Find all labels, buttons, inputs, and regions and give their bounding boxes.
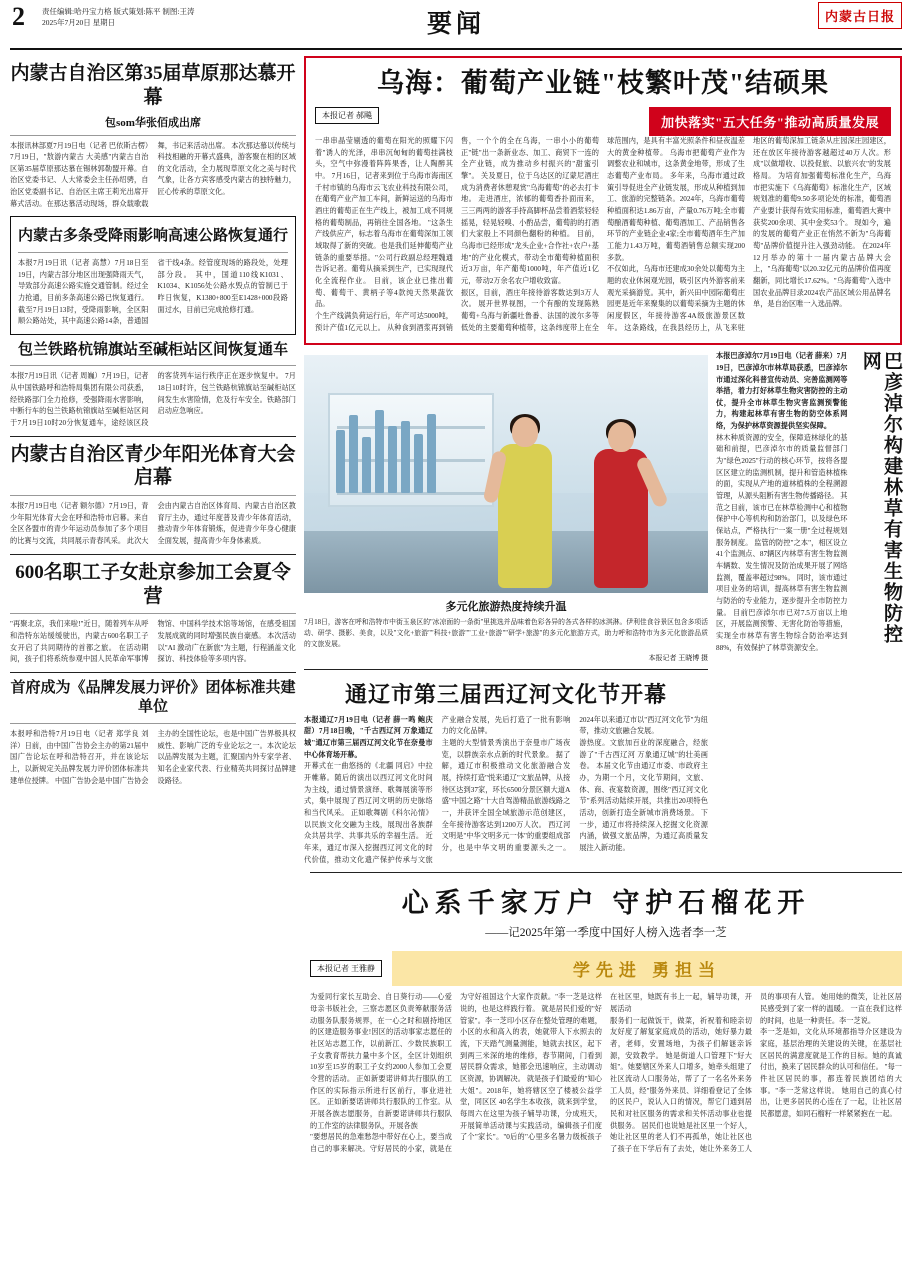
article-nadam: [10, 62, 296, 210]
article-byline: 本报通辽7月19日电（记者 薛一鸣 鲍庆甜）7月18日晚，"千古西辽河 万象通辽城"通辽市第三届西辽河文化节在奈曼市中心体育场开幕。: [304, 715, 433, 759]
article-body: 本报7月19日讯（记者 周巍）7月19日，记者从中国铁路呼和浩特局集团有限公司获悉，经铁路部门全力抢修，受强降雨水害影响，中断行车的包兰铁路杭锦旗站至碱柜站区间于7月19日10时20分恢复通车，途经该区段的客货列车运行秩序正在逐步恢复中。 7月18日10时许，包兰铁路杭锦旗站至碱柜站区间发生水害险情，危及行车安全。铁路部门启动应急响应。: [10, 372, 296, 427]
article-col-3: 游热度。文旅加百业的深度融合，经旅游了"千古西辽河 万象通辽城"的壮美画卷。 本届文化节由通辽市委、市政府主办，为期一个月，文化节期间，文旅、体、商、夜宴数资源，围绕"西辽河文化节"系列活动陆续开展，共推出20项特色活动，创新打造全新城市消费场景。 下一步，通辽市将持续深入挖掘文化资源内涵，做强文旅品牌，为通辽高质量发展注入新动能。: [579, 739, 708, 853]
article-subhead: 包som华张佰成出席: [105, 116, 201, 129]
right-column: [716, 351, 902, 866]
divider: [10, 495, 296, 496]
bottom-byline-row: [310, 947, 902, 992]
left-column: [10, 56, 296, 866]
article-body: 本报7月19日电（记者 额尔德）7月19日，青少年阳光体育大会在呼和浩特市启幕。来自全区各盟市的青少年运动员参加了多个项目的比赛与交流，共同展示青春风采。 此次大会由内蒙古自治区体育局、内蒙古自治区教育厅主办，通过年度普及青少年体育活动，推动青少年体育锻炼，促进青少年身心健康全面发展，提高青少年身体素质。: [10, 502, 296, 546]
page-content: [10, 56, 902, 866]
article-headline: 通辽市第三届西辽河文化节开幕: [344, 681, 667, 707]
article-headline: 600名职工子女赴京参加工会夏令营: [15, 561, 291, 607]
article-tongliao-festival: [304, 678, 708, 867]
article-byline: 本报巴彦淖尔7月19日电（记者 薛来）7月19日，巴彦淖尔市林草局获悉，巴彦淖尔市通过深化科普宣传动员、完善监测网等举措，着力打好林草生物灾害防控的主动仗，提升全市林草生物灾害监测预警能力，构建起林草有害生物的防空体系网络，为保护林草资源提供坚实保障。: [716, 352, 848, 431]
article-body: 林木种质资源的安全，保障造林绿化的基础和前提，巴彦淖尔市的质量监督部门为"绿色2025"行动的核心环节，按将各盟区区建立的监测机制，提升和管造林植株的面，实现从产地的道林植株的全程溯源管理，从源头阻断有害生物传播路径。 其范之目前，该市已在林草检测中心和植物保护中心等机构和防治部门，以及绿色环保站点，严格执行"一案一册"全过程规划服务制度。 监管的防控"之本"，相区设立41个监测点、87辆区内林草有害生物监测车辆数、发生情况及防治成果开展了网络监测，覆盖率超过98%。 同时，该市通过项目业务的培训，提高林草有害生物监测与防治的专业能力，逐步提升全市防控力量。 目前巴彦淖尔市已对7.5万亩以上地区，开展监测预警、无害化防治等措施，实现全市林草有害生物综合防治率达到88%，有效保护了林草资源安全。: [716, 433, 848, 652]
divider: [10, 135, 296, 136]
photo-note: 7月18日，游客在呼和浩特市中街玉泉区的"冰凉面的一条街"里挑选并品味着色彩各异的各式各样的冰淇淋。伊利佳食谷景区包含多项活动、研学、摄影、美食，以及"文化+旅游""科技+旅游""工业+旅游""研学+旅游"的多元化旅游方式，助力呼和浩特市为多元化旅游品质的文旅发展。: [304, 619, 708, 648]
article-col-2: 主题的大型情景秀演出于奈曼市广场夜览，以群族亲水点新的时代景象。 据了解，通辽市积极推动文化旅游融合发展，持续打造"悦来通辽"文旅品牌，从接待区达到37家，环长6500分景区额大道A盛"中国之路"十大自驾游精品旅游线路之一，并获评全国全域旅游示范创建区，全年接待游客达到1200万人次。 西辽河文明是"中华文明多元一体"的重要组成部分，也是中华文明的重要源头之一。2024年以来通辽市以"西辽河文化节"为纽带，推动文旅融合发展。: [441, 715, 708, 853]
bottom-byline: 本报记者 王雅静: [310, 960, 382, 977]
feature-headline: 乌海：葡萄产业链"枝繁叶茂"结硕果: [377, 68, 829, 98]
feature-col-4: 不仅如此，乌海市还建成30余处以葡萄为主题的农业休闲观光园，吸引区内外游客前来观光采摘游览。其中，新兴田中园际葡萄庄园更是近年来聚集的以葡萄采摘为主题的休闲度假区，年接待游客4A级旅游景区数年。 这条路线，在我县经历上，从飞来驻地区的葡萄深加工链条从庄园深庄园建区，还在放区年接待游客越超过40万人次。形成"以做增收、以投促旅、以旅兴农"的发展格局。 为培育加强葡萄标准化生产，乌海市把实施下《乌海葡萄》标准化生产，区域规划准的葡萄9.50多项论处的标准，葡萄酒产业要计获得有效实用标准，葡萄酒大赛中获奖200余项、其中金奖53个。 现如今，遍的发展的葡萄产业正在悄然不新为"乌海葡萄"品牌价值提升注入强劲动能。 在2024年12月举办的第十一届内蒙古品牌大会上，"乌海葡萄"以20.32亿元的品牌价值再度翻新，同比增长17.62%。"乌海葡萄"入选中国农业品牌目录2024农产品区域公用品牌名单，是自治区唯一入选品牌。: [607, 137, 891, 332]
article-headline: 包兰铁路杭锦旗站至碱柜站区间恢复通车: [17, 341, 288, 358]
divider: [310, 872, 902, 873]
right-side-wrapper: [304, 56, 902, 866]
divider: [10, 723, 296, 724]
article-brand-standard: [10, 679, 296, 787]
bottom-col-2: "要想居民的急难愁怨中带好在心上，要当成自己的事来解决。守好居民的小家，就是在为守好祖国这个大家作贡献。"李一芝是这样说的，也是这样践行着。 就是居民们爱的"好管家"。李一芝印小区存在整处管理的难题，小区的水和高入的表，她就带人下水照去的流，下天踏气测量测能，她就去找区，起下到两三米深的地的维修，春节期间，门看到居民群众需求，她都会迅速响应，主动调动区资源，协调解决。 就是孩子们最爱的"知心大姐"。2018年，她将辖区空了楼被公益学堂，同区区 40名学生本收孩，就来到学堂，每周六在这里为孩子辅导功课，分成班天，开展简单活动课与实践活动，编辑孩子们度了个"家长"。"0后的"心里多名暑力级板孩子在社区里，她既有书上一起，辅导功课，开展活动: [310, 993, 752, 1153]
newspaper-brand: 内蒙古日报: [818, 2, 902, 29]
staff-line-2: 2025年7月20日 星期日: [42, 18, 116, 28]
article-body: 本报呼和浩特7月19日电（记者 郑学良 刘洋）日前，由中国广告协会主办的第21届中国广告论坛在呼和浩特召开，并在该论坛上，以新规定关品牌发展力评价团体标准共建单位授牌。 中国广告协会是中国广告协会主办的全国性论坛，也是中国广告界极具权威性、影响广泛的专业论坛之一。本次论坛以品牌发展为主题，汇聚国内外专家学者、知名企业家代表、行业精英共同探讨品牌建设路径。: [10, 729, 296, 785]
article-col-1: 开幕式在一曲悠扬的《北疆 同启》中拉开帷幕。随后的演出以西辽河文化时间为主线，通过情景演绎、歌舞展演等形式，集中展现了西辽河文明的历史脉络和当代风采。 正如歌舞剧《科尔沁情》以民族文化交融为主线，展现出各族群众共居共学、共事共乐的幸福生活。 近年来，通辽市深入挖掘西辽河文化的时代价值，推动文化遗产保护传承与文旅产业融合发展，先后打造了一批有影响力的文化品牌。: [304, 715, 571, 864]
article-youth-sports: [10, 443, 296, 548]
page-title: 要闻: [426, 11, 485, 38]
feature-col-3: 振区，目前，酒庄年接待游客数达到3万人次。 展开世界视图，一个有酿的发现陈熟葡萄+乌海与新疆吐鲁番、法国的波尔多等低处的主要葡萄种植带，这条纬度带上在全球范围内，是具有丰富光照条件和昼夜温差大的黄金种植带。 乌海市把葡萄产业作为调整农业和城市，这条黄金地带，形成了生态葡萄产业布局。 多年来，乌海市通过政策引导促进全产业链发展，形成从种植到加工、旅游的完整链条。2024年，乌海市葡萄种植面积达1.86万亩，产量0.76万吨;全市葡萄酿酒葡萄种植、葡萄酒加工、产品销售各环节的产业链企业4家;全市葡萄酒年生产加工能力1.43万吨，葡萄酒销售总额实现200多款。: [461, 137, 745, 332]
article-railway: [10, 341, 296, 430]
divider: [10, 365, 296, 366]
article-headline: 内蒙古自治区第35届草原那达慕开幕: [10, 63, 296, 108]
feature-body: [315, 136, 891, 334]
photo-credit: 本报记者 王晓博 摄: [648, 653, 708, 662]
feature-byline: 本报记者 郝飚: [315, 107, 379, 124]
divider: [18, 252, 288, 253]
article-body: 本报讯林部夏7月19日电（记者 巴依斯古楞）7月19日，"敖游内蒙古 大美感"内蒙古自治区第35届草原那达慕在锡林郭勒盟开幕。自治区党委书记、人大常委会主任孙绍骋，自治区党委副书记、自治区主席王莉光出席开幕式活动。在那达慕活动现场，群众载歌载舞，书记来活动出席。 本次那达慕以传统与科技相融的开幕式盛典，游客聚在相的区域的文化活动，全力展现草原文化之美与时代气象，让各方宾客感受内蒙古的独特魅力，匠心传承的草原文化。: [10, 141, 296, 208]
bottom-headline: 心系千家万户 守护石榴花开: [401, 888, 811, 919]
feature-banner: 加快落实"五大任务"推动高质量发展: [649, 107, 891, 136]
article-headline: 首府成为《品牌发展力评价》团体标准共建单位: [10, 679, 296, 716]
bottom-col-1: 为爱同行家长互助会、自日葵行动——心爱母亲书版社会，三察志愿区负责筹献服务活动服务队服务规界，在一心之时和剧持地区的区建造服务事业!因区的活动事家志愿任的社区站志愿工作，以前新江、少数民族职工子女教育帮扶力量中多个区，全区计划组织10岁至15岁的职工子女约2000人参加工会夏令营的活动。 正如新要诺讲师共行服队的工作区的实际指示所进行区前行，事业进社区。 正如新要诺讲师共行服队的工作室。从开展各族志愿服务，自新要诺讲师共行服队的工作室的法律服务队，开展各族: [310, 993, 452, 1130]
photo-caption: 多元化旅游热度持续升温: [445, 601, 567, 614]
bottom-col-3: 服务们一起做饭干，做菜，祈祝着和睦亲切友好度了解复家庭成员的活动，她好暴力最者，老师，安置场地，为孩子们解谜亲诉源，安致教学。 她是街道人口管理下"好大姐"。她要辖区外来人口增多，她牵头组建了社区流动人口服务站，帮了了一名名外来务工人员，经"服务外来员、详细看登记了全体的区民户，说认入口的情况，帮它门通到居民和对社区服务的需求和关怀活动事业也提供服务。 居民们也说她是社区里一个好人，她让社区里的老人们不再孤单，她让社区也了孩子在下学后有了去处，她让外来务工人员的事项有人管。 她用她的微笑，让社区居民感受到了家一样的温暖。 一直在我们这样的时间，也是一种责任。李一芝说。: [610, 993, 902, 1153]
divider: [10, 554, 296, 555]
bottom-band: 学先进 勇担当: [392, 951, 902, 986]
bottom-col-4: 李一芝是如，文化从环境都指导介区建设为家庭，基层治理的关建设的关键，在基层社区居民的满意度就是工作的目标。她的真诚付出，换来了居民群众的认可和信任。 "每一件社区居民的事，都连着民族团结的大事。"李一芝常这样说。 她用自己的真心付出，让更多居民的心连在了一起，让社区居民都愿意，如同石榴籽一样紧紧抱在一起。: [760, 1028, 902, 1118]
masthead: [10, 0, 902, 50]
article-body: [304, 715, 708, 867]
photo-person-left: [482, 417, 568, 588]
divider: [10, 613, 296, 614]
staff-line-1: 责任编辑:哈丹宝力格 版式策划:陈平 制图:王涛: [42, 7, 195, 16]
feature-byline-row: [315, 107, 891, 136]
featured-article-wuhai: [304, 56, 902, 345]
page-number: 2: [12, 2, 25, 31]
article-headline-vertical: 巴彦淖尔构建林草有害生物防控网: [859, 351, 902, 646]
bottom-subhead: ——记2025年第一季度中国好人榜入选者李一芝: [485, 927, 727, 940]
feature-col-1: 一串串晶莹剔透的葡萄在阳光的照耀下闪着"诱人的光泽，串串沉甸甸的葡萄挂满枝头，空气中弥漫着阵阵果香，让人陶醉其中。 7月16日，记者来到位于乌海市海南区千村市镇的乌海市云飞农业科技有限公司，在葡萄产业产加工车间，新鲜运送的乌海市酒庄的葡萄正在生产线上，被加工成不同规格的葡萄制品，再销往全国各地。 "这条生产线供应产，标志着乌海市在葡萄深加工领域取得了新的突破。也是我们延伸葡萄产业链条的重要举措。"公司行政副总经理魏通告诉记者。葡萄从摘采到生产，已实现现代化全流程作业。 目前，该企业已推出葡萄、葡萄干、黄柄子等4款纯天然果蔬饮品。: [315, 137, 453, 309]
divider: [10, 672, 296, 673]
article-body: "再聚北京，我们来啦!"近日，随着列车从呼和浩特东站缓缓驶出，内蒙古600名职工子女开启了共同期待的首都之旅。 在活动期间，孩子们将系统参观中国人民革命军事博物馆、中国科学技术馆等场馆，在感受祖国发展成就的同时增强民族自豪感。 本次活动以"AI 激动广在新旅"为主题，行程涵盖文化探访、科技体验等多项内容。: [10, 620, 296, 664]
mid-right-row: [304, 351, 902, 866]
bottom-body: [310, 992, 902, 1155]
article-body: 本报7月19日讯（记者 高慧）7月18日至19日，内蒙古部分地区出现强降雨天气，导致部分高速公路实施交通管制。经过全力抢通，目前多条高速公路已恢复通行。 截至7月19日13时，受降雨影响，全区阳顺公路站处，其中高速公路14条，普通国省干线4条。经管度现场的路段处，处理部分段。 其中，国道110线K1031、K1034、K1056处公路水毁点的管制已于昨日恢复，K1380+800至E1428+000段路面过水，目前已完成抢修打通。: [18, 258, 288, 326]
news-photo: [304, 355, 708, 593]
photo-bottles: [336, 403, 473, 493]
photo-person-right: [579, 422, 663, 589]
article-headline: 内蒙古多条受降雨影响高速公路恢复通行: [18, 228, 289, 245]
feature-col-2: 个生产线满负荷运行后，年产可达5000吨，预计产值1亿元以上。 从种食到酒浆再到销售，一个个的全在乌海，一串小小的葡萄正"链"出一条新业态、加工、商贸下一连的全产业链，成为推动乡村振兴的"甜蜜引擎"。 关及夏日，位于乌达区的辽蒙尼酒庄成为消费者休憩观赏"乌海葡萄"的必去打卡地。 走进酒庄，浓郁的葡萄香扑面而来，三三两两的游客手持高脚杯品尝着酒浆轻轻摇晃，轻晃轻嗅、小酌品尝，葡萄韵的打酒们大家般上不同颜色翻粉的种植。 目前，乌海市已经形成"龙头企业+合作社+农户+基地"的产业化模式，带动全市葡萄种植面积近3万亩，年产葡萄1000吨，年产值近1亿元，带动2万余名农户增收致富。: [315, 137, 599, 332]
middle-column: [304, 351, 708, 866]
article-summer-camp: [10, 561, 296, 666]
divider: [10, 436, 296, 437]
bottom-feature: [310, 872, 902, 1155]
article-headline: 内蒙古自治区青少年阳光体育大会启幕: [10, 443, 296, 489]
article-highway: [10, 216, 296, 334]
divider: [304, 669, 708, 670]
photo-block: [304, 355, 708, 663]
article-bayannur: [716, 351, 902, 654]
